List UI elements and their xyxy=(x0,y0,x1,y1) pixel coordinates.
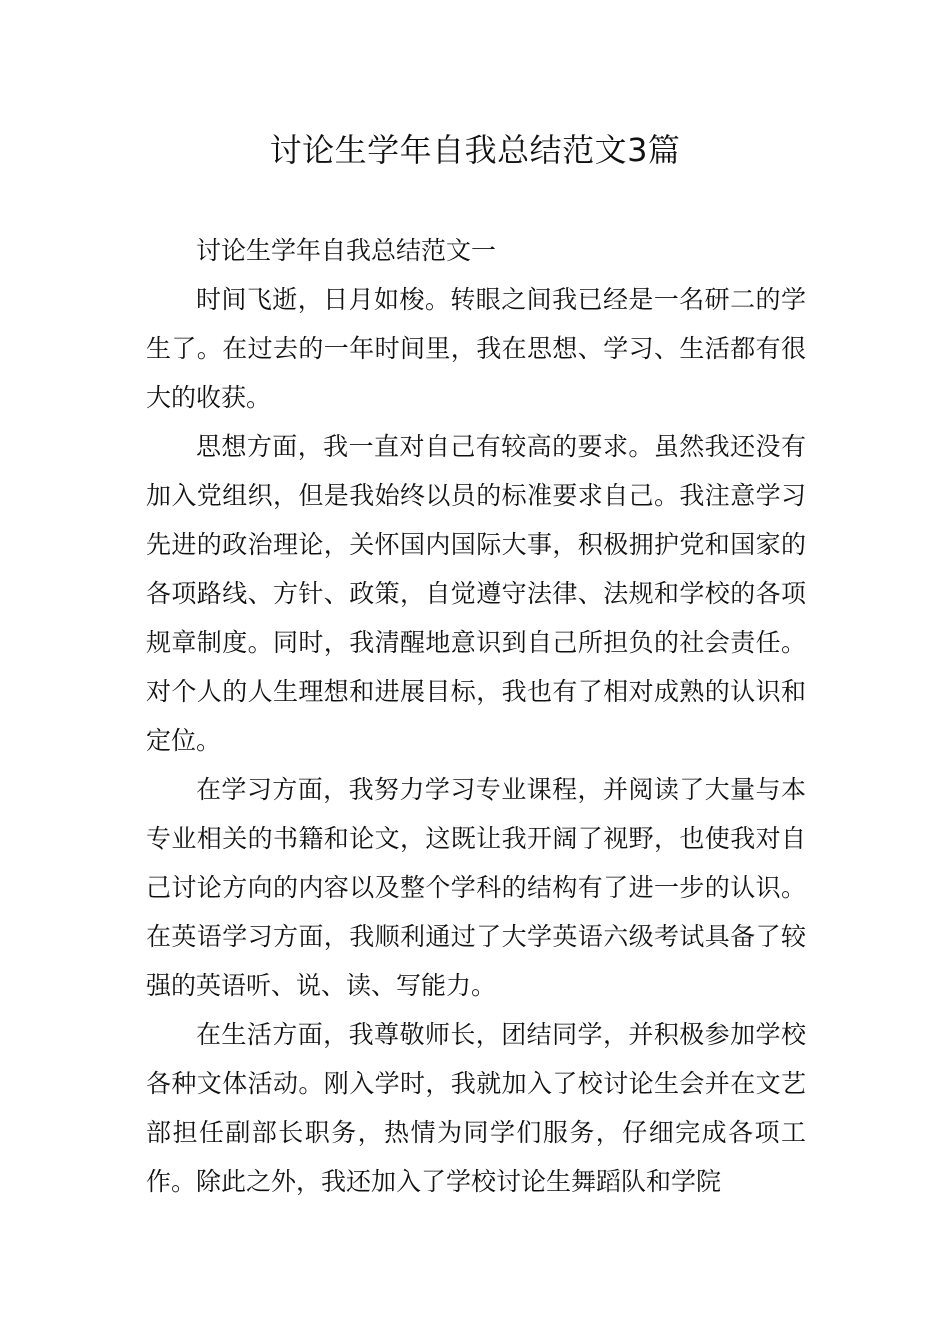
paragraph-intro: 时间飞逝，日月如梭。转眼之间我已经是一名研二的学生了。在过去的一年时间里，我在思想、学习、生活都有很大的收获。 xyxy=(146,285,806,412)
section-heading: 讨论生学年自我总结范文一 xyxy=(196,236,497,265)
document-body xyxy=(146,226,806,1206)
paragraph-study: 在学习方面，我努力学习专业课程，并阅读了大量与本专业相关的书籍和论文，这既让我开阔了视野，也使我对自己讨论方向的内容以及整个学科的结构有了进一步的认识。在英语学习方面，我顺利通过了大学英语六级考试具备了较强的英语听、说、读、写能力。 xyxy=(146,775,806,1000)
paragraph-life: 在生活方面，我尊敬师长，团结同学，并积极参加学校各种文体活动。刚入学时，我就加入了校讨论生会并在文艺部担任副部长职务，热情为同学们服务，仔细完成各项工作。除此之外，我还加入了学校讨论生舞蹈队和学院 xyxy=(146,1020,806,1196)
paragraph-thought: 思想方面，我一直对自己有较高的要求。虽然我还没有加入党组织，但是我始终以员的标准要求自己。我注意学习先进的政治理论，关怀国内国际大事，积极拥护党和国家的各项路线、方针、政策，自觉遵守法律、法规和学校的各项规章制度。同时，我清醒地意识到自己所担负的社会责任。对个人的人生理想和进展目标，我也有了相对成熟的认识和定位。 xyxy=(146,432,806,755)
document-title: 讨论生学年自我总结范文3篇 xyxy=(269,131,681,169)
